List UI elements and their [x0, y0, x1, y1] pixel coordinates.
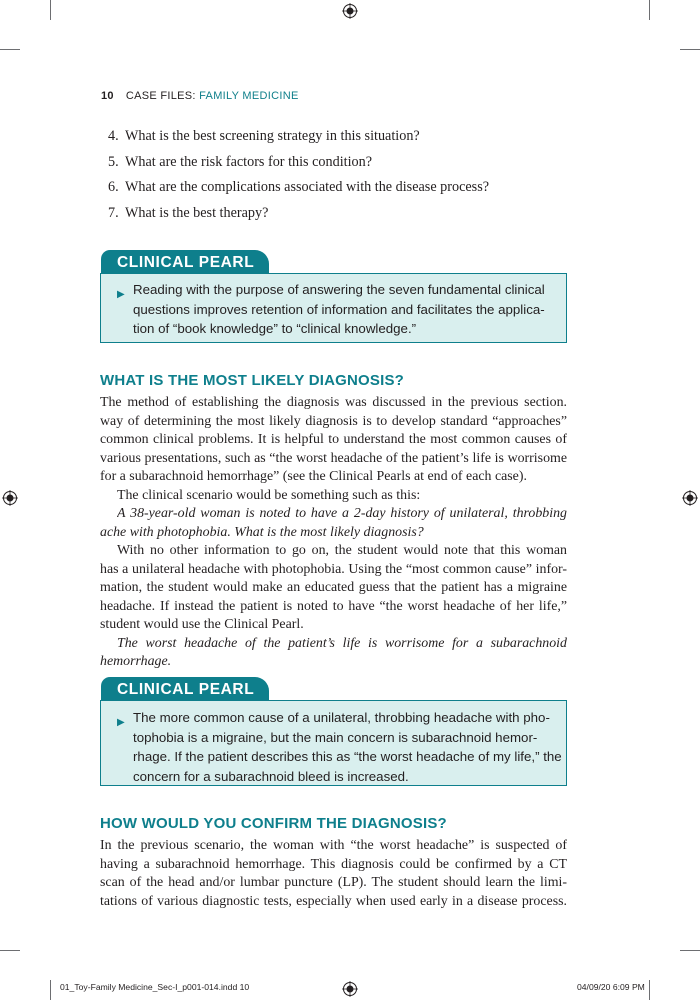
- registration-mark-icon: [342, 3, 358, 19]
- registration-mark-icon: [342, 981, 358, 997]
- list-item: [108, 128, 578, 154]
- running-head: [101, 90, 299, 102]
- section-heading: HOW WOULD YOU CONFIRM THE DIAGNOSIS?: [100, 815, 447, 832]
- question-number: 6.: [108, 179, 119, 195]
- case-scenario-line: ache with photophobia. What is the most likely diagnosis?: [100, 524, 424, 540]
- registration-mark-icon: [2, 490, 18, 506]
- list-item: [108, 154, 578, 180]
- pearl-quote-line: The worst headache of the patient’s life is worrisome for a subarachnoid: [117, 635, 567, 651]
- pearl-quote-line: hemorrhage.: [100, 654, 172, 669]
- pearl-bullet-arrow-icon: ▶: [117, 289, 125, 300]
- pearl-text-line: Reading with the purpose of answering the seven fundamental clinical: [133, 282, 545, 297]
- crop-mark-bottom-left: [50, 980, 51, 1000]
- body-text-line: common clinical problems. It is helpful to understand the most common causes of: [100, 432, 567, 447]
- question-text: What are the risk factors for this condition?: [125, 153, 373, 170]
- question-text: What are the complications associated with the disease process?: [125, 179, 490, 195]
- question-text: What is the best therapy?: [125, 204, 269, 221]
- question-number: 4.: [108, 128, 119, 144]
- clinical-pearl-box: [100, 273, 567, 343]
- crop-mark-bottom-right-h: [680, 950, 700, 951]
- pearl-text-line: tophobia is a migraine, but the main concern is subarachnoid hemor-: [133, 729, 538, 745]
- body-text-line: has a unilateral headache with photophobia. Using the “most common cause” infor-: [100, 561, 567, 577]
- crop-mark-bottom-right: [649, 980, 650, 1000]
- body-text-line: tations of various diagnostic tests, especially when used early in a disease process.: [100, 893, 567, 909]
- pearl-text-line: tion of “book knowledge” to “clinical knowledge.”: [133, 321, 417, 336]
- body-text-line: The method of establishing the diagnosis was discussed in the previous section.: [100, 395, 567, 410]
- footer-date-slug: 04/09/20 6:09 PM: [577, 982, 645, 992]
- body-text-line: various presentations, such as “the worst headache of the patient’s life is worrisome: [100, 450, 567, 466]
- clinical-pearl-box: [100, 700, 567, 786]
- crop-mark-top-left: [50, 0, 51, 20]
- pearl-text-line: The more common cause of a unilateral, throbbing headache with pho-: [133, 710, 550, 725]
- crop-mark-top-left-h: [0, 49, 20, 50]
- question-list: [108, 128, 578, 230]
- question-number: 5.: [108, 153, 119, 170]
- body-text-line: With no other information to go on, the student would note that this woman: [117, 543, 567, 558]
- pearl-bullet-arrow-icon: ▶: [117, 717, 125, 728]
- clinical-pearl-tab: CLINICAL PEARL: [101, 677, 269, 701]
- pearl-text-line: rhage. If the patient describes this as “the worst headache of my life,” the: [133, 749, 562, 764]
- question-number: 7.: [108, 204, 119, 221]
- pearl-text-line: questions improves retention of information and facilitates the applica-: [133, 301, 545, 317]
- book-title: CASE FILES:: [125, 90, 200, 102]
- crop-mark-top-right-h: [680, 49, 700, 50]
- body-text-line: The clinical scenario would be something such as this:: [117, 487, 421, 503]
- body-text-line: having a subarachnoid hemorrhage. This diagnosis could be confirmed by a CT: [100, 856, 567, 872]
- book-subject: FAMILY MEDICINE: [199, 90, 299, 102]
- pearl-text-line: concern for a subarachnoid bleed is increased.: [133, 768, 409, 784]
- body-text-line: way of determining the most likely diagnosis is to develop standard “approaches”: [100, 413, 567, 429]
- crop-mark-top-right: [649, 0, 650, 20]
- page-number: 10: [101, 90, 114, 102]
- list-item: [108, 205, 578, 231]
- body-text-line: scan of the head and/or lumbar puncture (LP). The student should learn the limi-: [100, 875, 567, 890]
- footer-file-slug: 01_Toy-Family Medicine_Sec-I_p001-014.indd 10: [60, 982, 250, 992]
- question-text: What is the best screening strategy in this situation?: [125, 128, 420, 144]
- list-item: [108, 179, 578, 205]
- clinical-pearl-tab: CLINICAL PEARL: [101, 250, 269, 274]
- case-scenario-line: A 38-year-old woman is noted to have a 2-day history of unilateral, throbbing: [117, 506, 567, 521]
- body-text-line: mation, the student would make an educated guess that the patient has a migraine: [100, 580, 567, 595]
- crop-mark-bottom-left-h: [0, 950, 20, 951]
- body-text-line: for a subarachnoid hemorrhage” (see the Clinical Pearls at end of each case).: [100, 469, 527, 484]
- body-text-line: headache. If instead the patient is noted to have “the worst headache of her life,”: [100, 598, 567, 614]
- body-text-line: In the previous scenario, the woman with “the worst headache” is suspected of: [100, 838, 567, 853]
- body-text-line: student would use the Clinical Pearl.: [100, 617, 304, 632]
- section-heading: WHAT IS THE MOST LIKELY DIAGNOSIS?: [100, 372, 405, 389]
- registration-mark-icon: [682, 490, 698, 506]
